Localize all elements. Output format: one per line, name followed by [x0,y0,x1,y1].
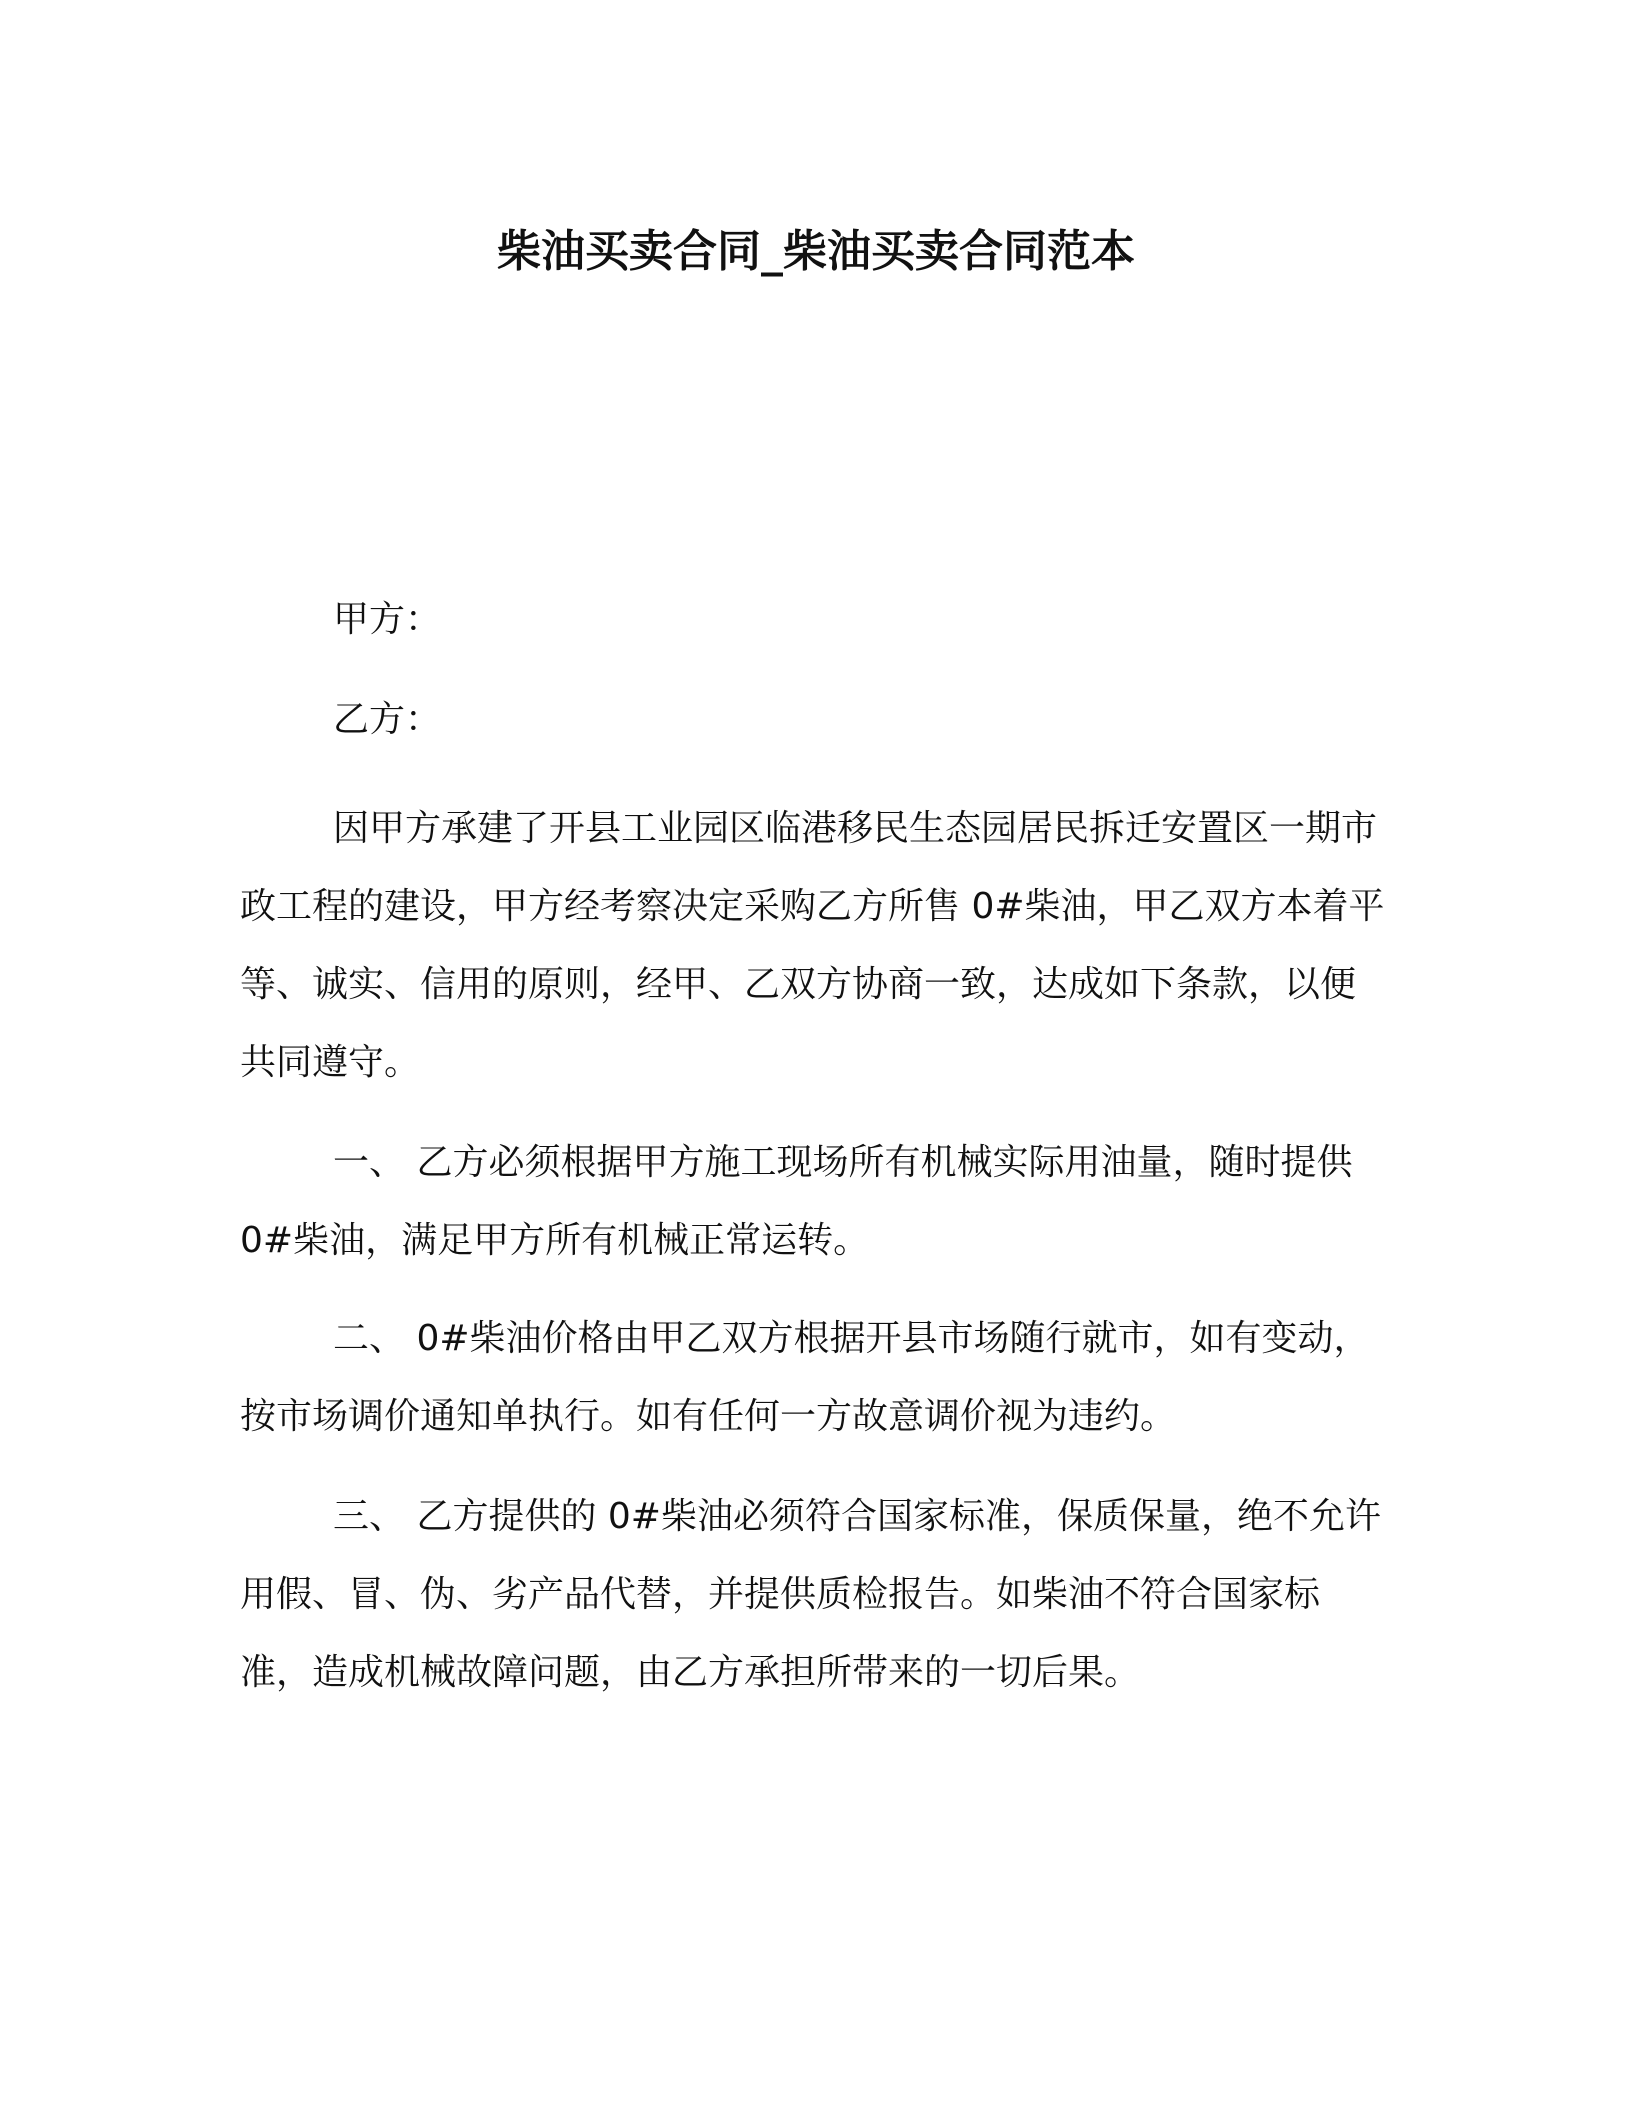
clause-1 [240,1124,1390,1280]
document-title: 柴油买卖合同_柴油买卖合同范本 [497,226,1135,277]
paragraph-intro [240,790,1390,1102]
party-a-label: 甲方： [333,599,442,640]
party-b-label: 乙方： [333,699,442,740]
paragraph-text: 因甲方承建了开县工业园区临港移民生态园居民拆迁安置区一期市政工程的建设，甲方经考察决定采购乙方所售 0#柴油，甲乙双方本着平等、诚实、信用的原则，经甲、乙双方协商一致，达成如下条款，以便共同遵守。 [240,808,1385,1083]
clause-2 [240,1300,1390,1456]
clause-3 [240,1478,1390,1712]
clause-text: 二、 0#柴油价格由甲乙双方根据开县市场随行就市，如有变动，按市场调价通知单执行。如有任何一方故意调价视为违约。 [240,1318,1370,1437]
clause-text: 三、 乙方提供的 0#柴油必须符合国家标准，保质保量，绝不允许用假、冒、伪、劣产品代替，并提供质检报告。如柴油不符合国家标准，造成机械故障问题，由乙方承担所带来的一切后果。 [240,1496,1381,1693]
clause-text: 一、 乙方必须根据甲方施工现场所有机械实际用油量，随时提供 0#柴油，满足甲方所有机械正常运转。 [240,1142,1353,1261]
